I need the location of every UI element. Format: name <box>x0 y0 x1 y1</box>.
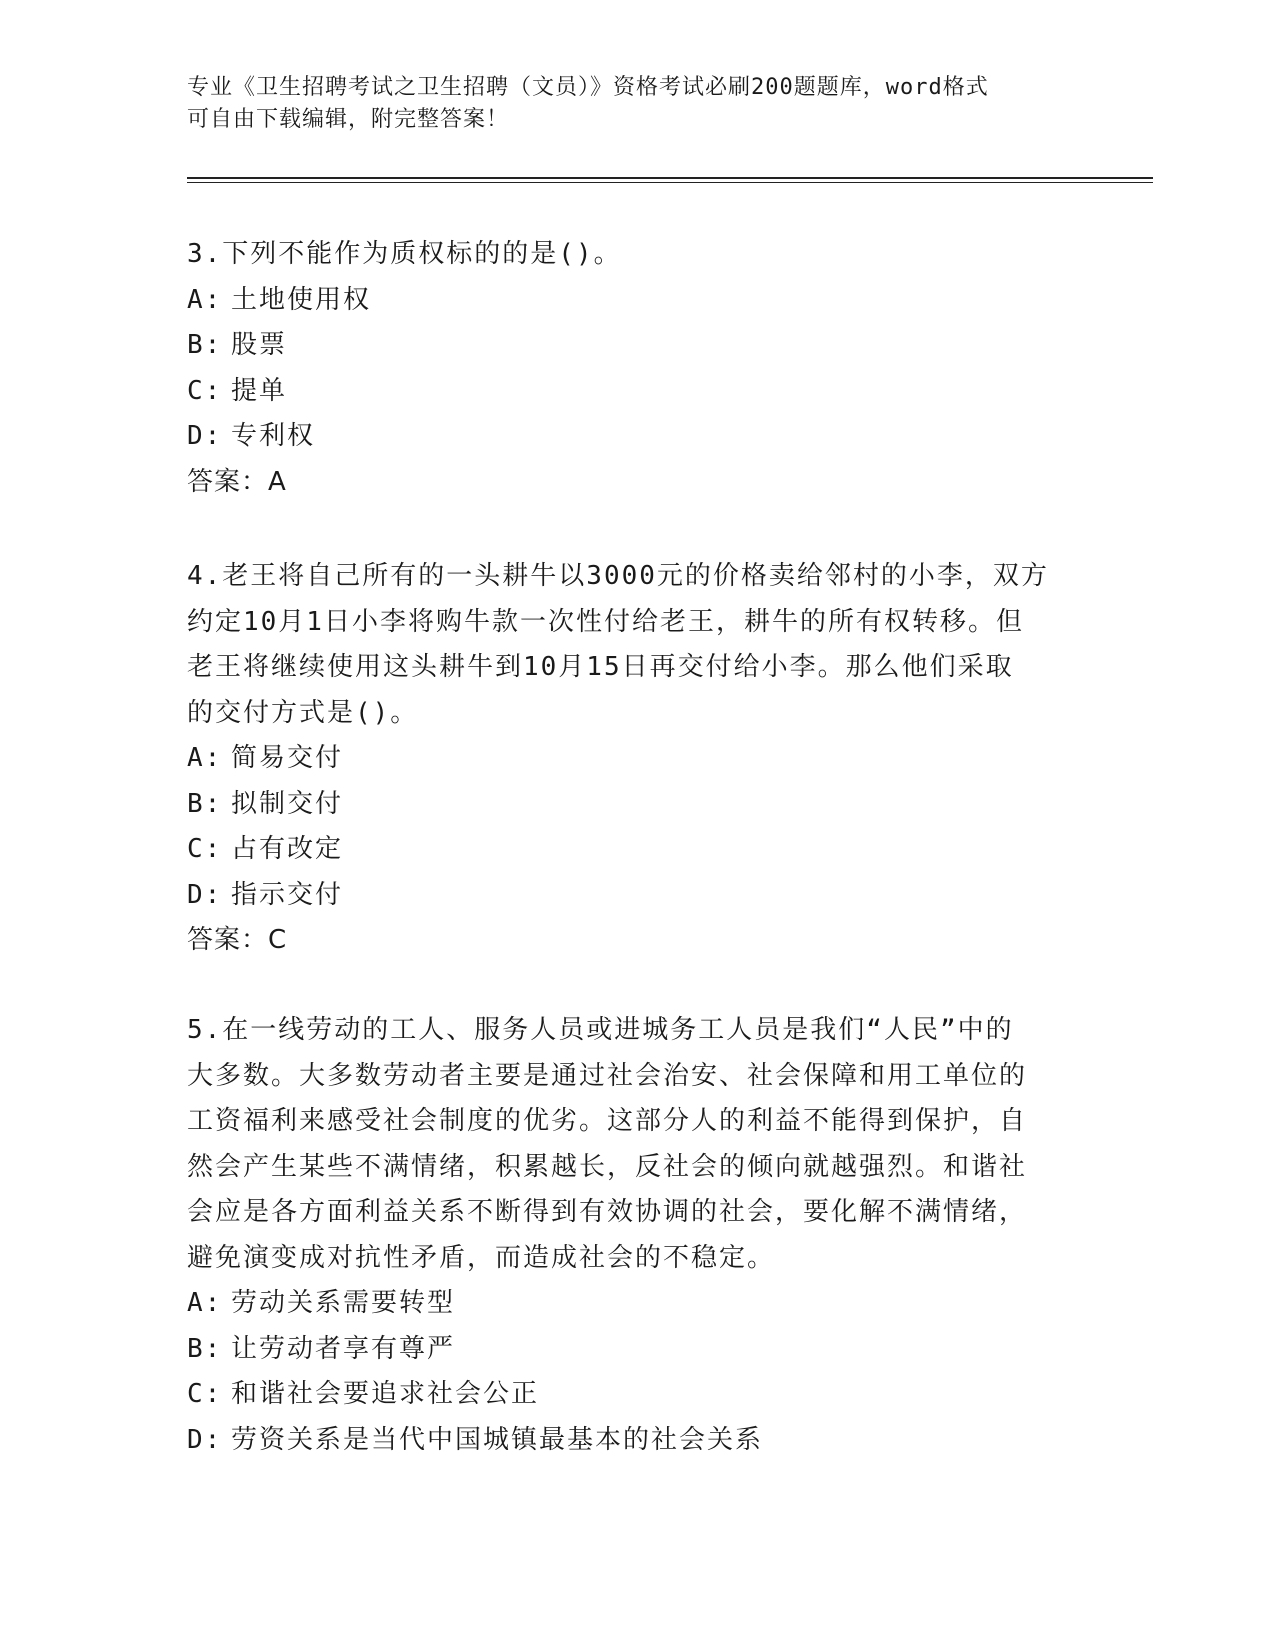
option-c <box>187 1372 1067 1418</box>
option-key: A: <box>187 743 223 773</box>
option-text: 提单 <box>231 375 288 406</box>
option-text: 专利权 <box>231 421 316 451</box>
option-text: 股票 <box>231 330 288 360</box>
question-3 <box>187 232 1067 505</box>
header-line-2: 可自由下载编辑，附完整答案！ <box>187 107 510 132</box>
option-key: B: <box>187 788 223 819</box>
option-b <box>187 1327 1067 1373</box>
question-stem-line: 老王将继续使用这头耕牛到10月15日再交付给小李。那么他们采取 <box>187 652 1014 682</box>
option-d <box>187 1418 1067 1464</box>
answer-line: 答案：C <box>187 925 288 955</box>
question-5 <box>187 1008 1067 1463</box>
question-stem-line: 然会产生某些不满情绪，积累越长，反社会的倾向就越强烈。和谐社 <box>187 1151 1028 1182</box>
option-b <box>187 323 1067 369</box>
question-stem-line: 5.在一线劳动的工人、服务人员或进城务工人员是我们“人民”中的 <box>187 1015 1014 1045</box>
option-text: 简易交付 <box>231 743 344 773</box>
option-key: C: <box>187 834 223 864</box>
question-stem-line: 约定10月1日小李将购牛款一次性付给老王，耕牛的所有权转移。但 <box>187 606 1024 637</box>
option-key: A: <box>187 1288 223 1318</box>
option-key: A: <box>187 284 223 315</box>
question-stem-line: 避免演变成对抗性矛盾，而造成社会的不稳定。 <box>187 1242 776 1273</box>
answer-line: 答案：A <box>187 466 287 497</box>
option-c <box>187 827 1067 873</box>
option-text: 让劳动者享有尊严 <box>231 1333 456 1364</box>
option-text: 拟制交付 <box>231 788 344 819</box>
option-text: 劳资关系是当代中国城镇最基本的社会关系 <box>231 1424 764 1455</box>
option-b <box>187 782 1067 828</box>
option-d <box>187 873 1067 919</box>
option-key: C: <box>187 1379 223 1409</box>
question-stem-line: 大多数。大多数劳动者主要是通过社会治安、社会保障和用工单位的 <box>187 1060 1028 1091</box>
option-text: 劳动关系需要转型 <box>231 1288 456 1318</box>
option-text: 占有改定 <box>231 834 344 864</box>
question-stem-line: 4.老王将自己所有的一头耕牛以3000元的价格卖给邻村的小李，双方 <box>187 561 1049 591</box>
question-stem-line: 会应是各方面利益关系不断得到有效协调的社会，要化解不满情绪， <box>187 1197 1028 1227</box>
question-stem-line: 3.下列不能作为质权标的的是()。 <box>187 239 622 269</box>
document-header <box>187 72 1067 136</box>
header-divider-thick <box>187 177 1153 179</box>
option-text: 和谐社会要追求社会公正 <box>231 1379 540 1409</box>
option-a <box>187 1281 1067 1327</box>
question-4 <box>187 554 1067 964</box>
option-key: B: <box>187 330 223 360</box>
option-key: D: <box>187 1424 223 1455</box>
option-a <box>187 278 1067 324</box>
question-stem-line: 的交付方式是()。 <box>187 697 419 728</box>
header-divider-thin <box>187 182 1153 183</box>
option-text: 指示交付 <box>231 879 344 910</box>
option-key: B: <box>187 1333 223 1364</box>
option-key: D: <box>187 421 223 451</box>
option-key: D: <box>187 879 223 910</box>
option-c <box>187 369 1067 415</box>
option-text: 土地使用权 <box>231 284 372 315</box>
header-line-1: 专业《卫生招聘考试之卫生招聘（文员）》资格考试必刷200题题库，word格式 <box>187 75 989 100</box>
option-a <box>187 736 1067 782</box>
question-stem-line: 工资福利来感受社会制度的优劣。这部分人的利益不能得到保护，自 <box>187 1106 1028 1136</box>
option-d <box>187 414 1067 460</box>
option-key: C: <box>187 375 223 406</box>
